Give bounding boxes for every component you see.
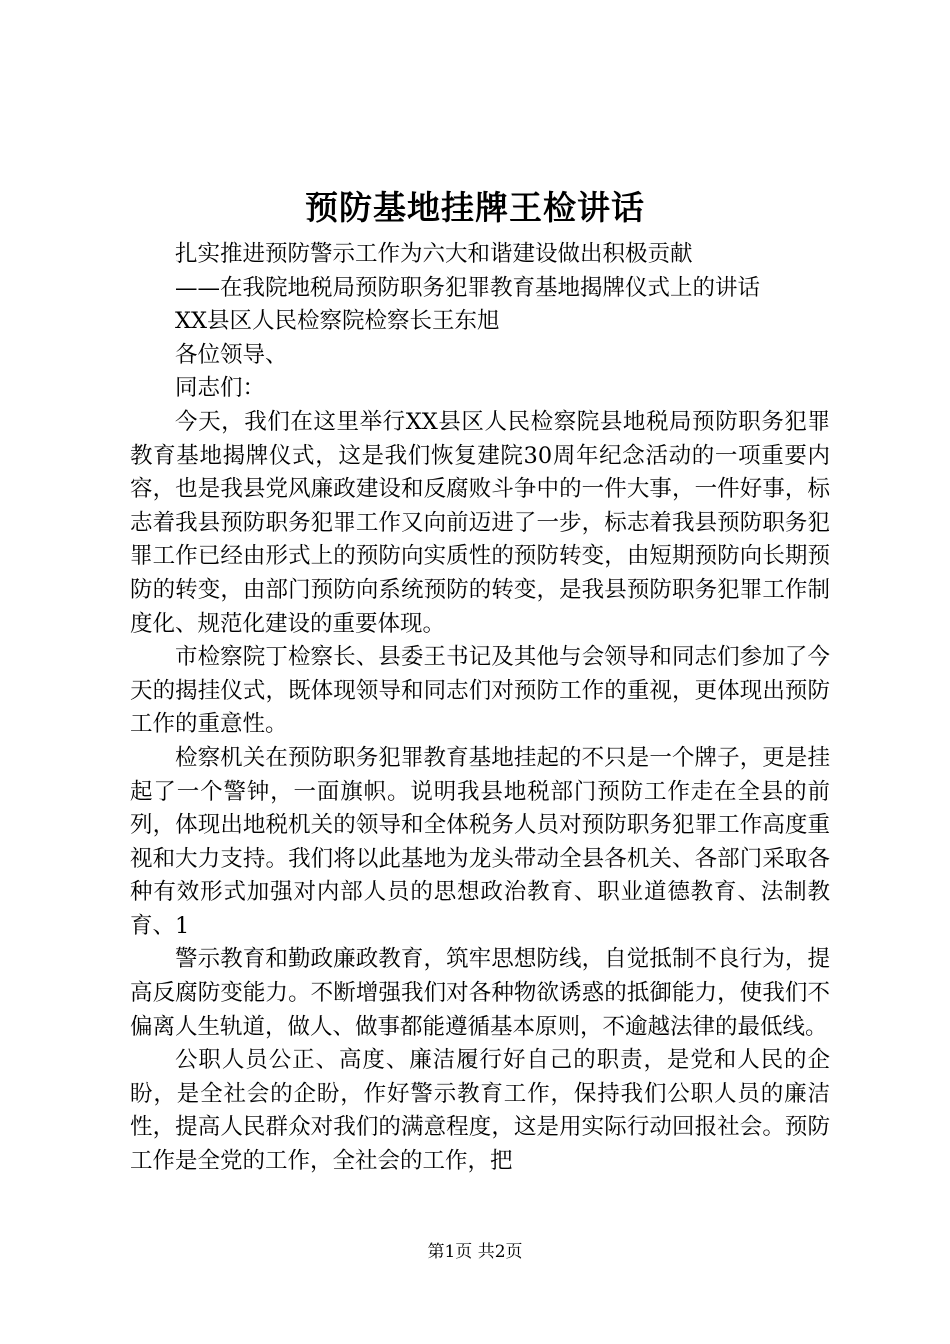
paragraph: 检察机关在预防职务犯罪教育基地挂起的不只是一个牌子，更是挂起了一个警钟，一面旗帜。说明我县地税部门预防工作走在全县的前列，体现出地税机关的领导和全体税务人员对预防职务犯罪工作高度重视和大力支持。我们将以此基地为龙头带动全县各机关、各部门采取各种有效形式加强对内部人员的思想政治教育、职业道德教育、法制教育、1: [130, 744, 830, 939]
paragraph: 警示教育和勤政廉政教育，筑牢思想防线，自觉抵制不良行为，提高反腐防变能力。不断增强我们对各种物欲诱惑的抵御能力，使我们不偏离人生轨道，做人、做事都能遵循基本原则，不逾越法律的最低线。: [130, 946, 830, 1040]
paragraph: 市检察院丁检察长、县委王书记及其他与会领导和同志们参加了今天的揭挂仪式，既体现领导和同志们对预防工作的重视，更体现出预防工作的重意性。: [130, 644, 830, 738]
paragraph: 公职人员公正、高度、廉洁履行好自己的职责，是党和人民的企盼，是全社会的企盼，作好警示教育工作，保持我们公职人员的廉洁性，提高人民群众对我们的满意程度，这是用实际行动回报社会。预防工作是全党的工作，全社会的工作，把: [130, 1047, 830, 1175]
paragraph: 今天，我们在这里举行XX县区人民检察院县地税局预防职务犯罪教育基地揭牌仪式，这是我们恢复建院30周年纪念活动的一项重要内容，也是我县党风廉政建设和反腐败斗争中的一件大事，一件好事，标志着我县预防职务犯罪工作又向前迈进了一步，标志着我县预防职务犯罪工作已经由形式上的预防向实质性的预防转变，由短期预防向长期预防的转变，由部门预防向系统预防的转变，是我县预防职务犯罪工作制度化、规范化建设的重要体现。: [130, 408, 830, 637]
speaker-line: XX县区人民检察院检察长王东旭: [175, 308, 500, 335]
salutation-leaders: 各位领导、: [175, 341, 288, 368]
document-title: 预防基地挂牌王检讲话: [305, 188, 645, 227]
subtitle: 扎实推进预防警示工作为六大和谐建设做出积极贡献: [175, 241, 693, 267]
document-body: [130, 238, 830, 1179]
page-footer: 第1页 共2页: [427, 1242, 523, 1262]
salutation-comrades: 同志们：: [175, 375, 266, 402]
subtitle-line-2: ——在我院地税局预防职务犯罪教育基地揭牌仪式上的讲话: [175, 274, 761, 301]
